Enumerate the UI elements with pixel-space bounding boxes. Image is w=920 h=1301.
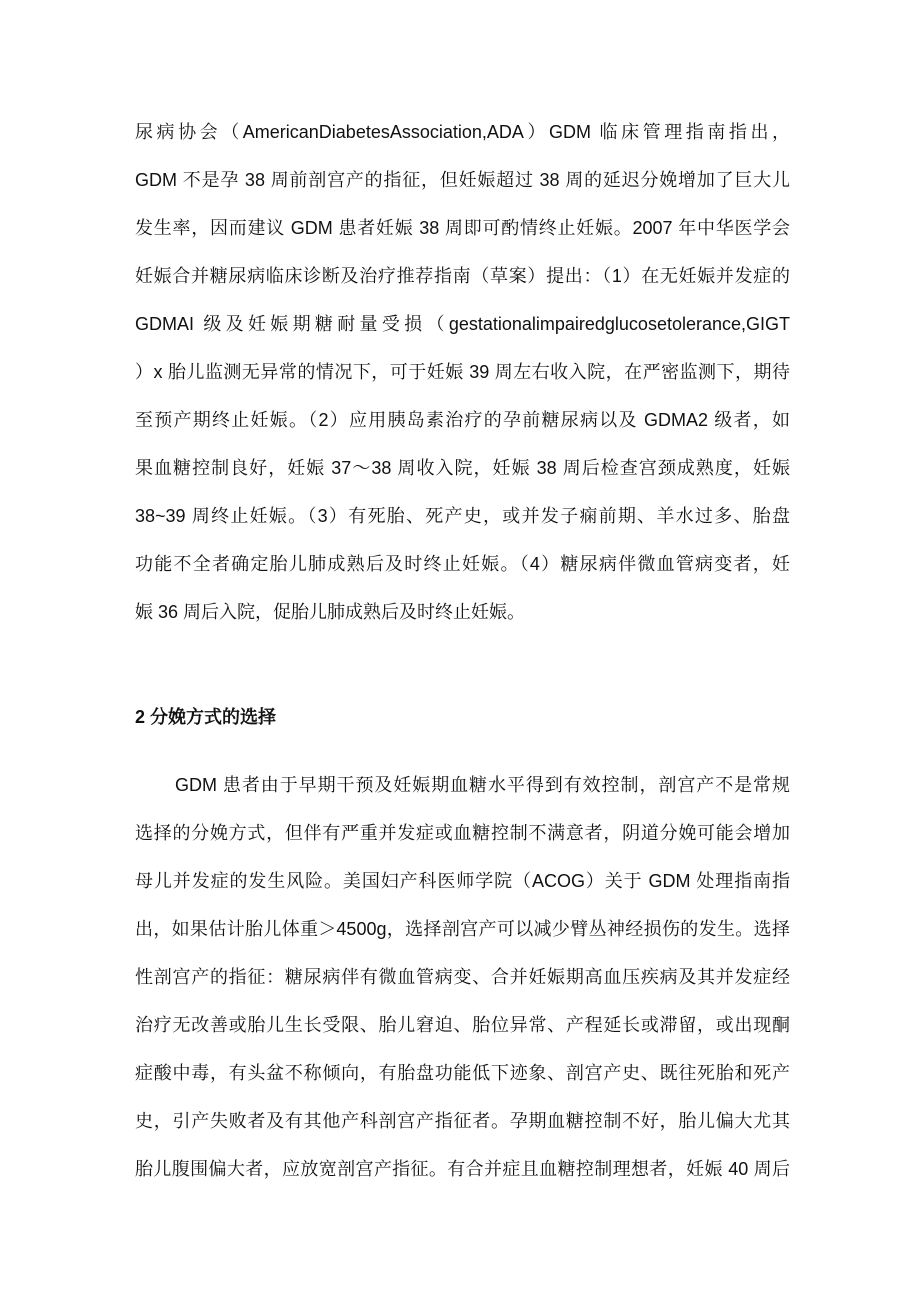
paragraph-line: 史，引产失败者及有其他产科剖宫产指征者。孕期血糖控制不好，胎儿偏大尤其 [135, 1111, 790, 1131]
paragraph-line: 至预产期终止妊娠。（2）应用胰岛素治疗的孕前糖尿病以及 GDMA2 级者，如 [135, 410, 790, 430]
paragraph-delivery-method [135, 761, 790, 1193]
paragraph-line: 胎儿腹围偏大者，应放宽剖宫产指征。有合并症且血糖控制理想者，妊娠 40 周后 [135, 1159, 790, 1179]
paragraph-line: 功能不全者确定胎儿肺成熟后及时终止妊娠。（4）糖尿病伴微血管病变者，妊 [135, 554, 790, 574]
paragraph-line: 治疗无改善或胎儿生长受限、胎儿窘迫、胎位异常、产程延长或滞留，或出现酮 [135, 1015, 790, 1035]
paragraph-line: 果血糖控制良好，妊娠 37～38 周收入院，妊娠 38 周后检查宫颈成熟度，妊娠 [135, 458, 790, 478]
paragraph-line: 选择的分娩方式，但伴有严重并发症或血糖控制不满意者，阴道分娩可能会增加 [135, 823, 790, 843]
paragraph-line: GDMAI 级及妊娠期糖耐量受损（gestationalimpairedglucosetolerance,GIGT [135, 314, 790, 334]
paragraph-line: 母儿并发症的发生风险。美国妇产科医师学院（ACOG）关于 GDM 处理指南指 [135, 871, 790, 891]
paragraph-line: 发生率，因而建议 GDM 患者妊娠 38 周即可酌情终止妊娠。2007 年中华医学会 [135, 218, 790, 238]
paragraph-delivery-timing [135, 108, 790, 636]
paragraph-line: 尿病协会（AmericanDiabetesAssociation,ADA）GDM 临床管理指南指出， [135, 122, 790, 142]
paragraph-line: 妊娠合并糖尿病临床诊断及治疗推荐指南（草案）提出：（1）在无妊娠并发症的 [135, 266, 790, 286]
section-heading: 2 分娩方式的选择 [135, 707, 277, 727]
paragraph-line: 38~39 周终止妊娠。（3）有死胎、死产史，或并发子痫前期、羊水过多、胎盘 [135, 506, 790, 526]
paragraph-line: 性剖宫产的指征：糖尿病伴有微血管病变、合并妊娠期高血压疾病及其并发症经 [135, 967, 790, 987]
paragraph-line: ）x 胎儿监测无异常的情况下，可于妊娠 39 周左右收入院，在严密监测下，期待 [135, 362, 790, 382]
paragraph-line: 娠 36 周后入院，促胎儿肺成熟后及时终止妊娠。 [135, 602, 526, 622]
paragraph-line: GDM 患者由于早期干预及妊娠期血糖水平得到有效控制，剖宫产不是常规 [175, 775, 790, 795]
paragraph-line: 症酸中毒，有头盆不称倾向，有胎盘功能低下迹象、剖宫产史、既往死胎和死产 [135, 1063, 790, 1083]
paragraph-line: 出，如果估计胎儿体重＞4500g，选择剖宫产可以减少臂丛神经损伤的发生。选择 [135, 919, 790, 939]
paragraph-line: GDM 不是孕 38 周前剖宫产的指征，但妊娠超过 38 周的延迟分娩增加了巨大儿 [135, 170, 790, 190]
